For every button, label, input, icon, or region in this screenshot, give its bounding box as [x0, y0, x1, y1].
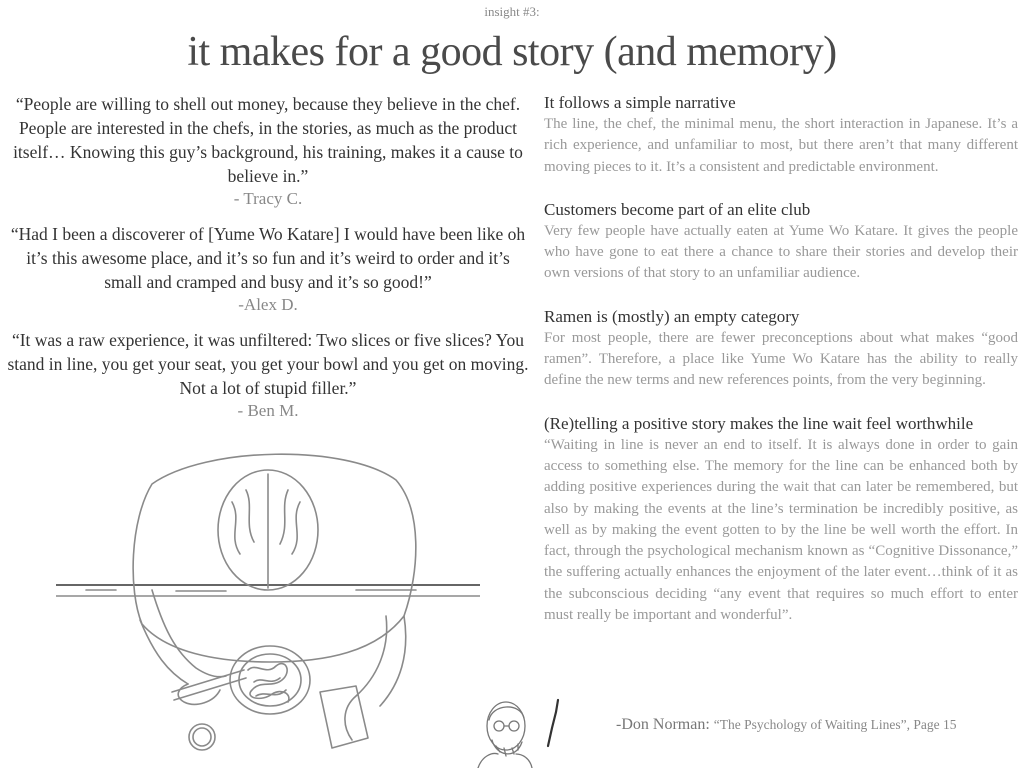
don-norman-portrait	[474, 690, 574, 768]
insight-heading: Ramen is (mostly) an empty category	[544, 306, 800, 326]
quote-text: “Had I been a discoverer of [Yume Wo Katare] I would have been like oh it’s this awesome place, and it’s so fun and it’s weird to order and it’s small and cramped and busy and it’s so good!”	[10, 224, 526, 292]
citation-author: -Don Norman:	[616, 716, 710, 733]
insight-section	[544, 92, 1018, 178]
insight-heading: (Re)telling a positive story makes the line wait feel worthwhile	[544, 413, 974, 433]
insight-body: “Waiting in line is never an end to itself. It is always done in order to gain access to something else. The memory for the line can be enhanced both by adding positive experiences during the wait that can later be remembered, but also by making the events at the line’s termination be incredibly positive, as well as by making the event gotten to by the line be well worth the effort. In fact, through the psychological mechanism known as “Cognitive Dissonance,” the suffering actually enhances the enjoyment of the later event…think of it as the subconscious deciding “any event that requires so much effort to enter must really be important and wonderful”.	[544, 436, 1018, 624]
slide-title: it makes for a good story (and memory)	[187, 29, 837, 75]
insight-heading: It follows a simple narrative	[544, 93, 736, 112]
quote-text: “It was a raw experience, it was unfiltered: Two slices or five slices? You stand in line, you get your seat, you get your bowl and you get on moving. Not a lot of stupid filler.”	[7, 330, 529, 398]
insight-section	[544, 306, 1018, 392]
slide-kicker: insight #3:	[484, 4, 540, 19]
quote-block	[6, 92, 530, 210]
quote-author: - Ben M.	[237, 401, 299, 420]
quote-block	[6, 328, 530, 422]
insight-body: For most people, there are fewer preconceptions about what makes “good ramen”. Therefore, a place like Yume Wo Katare has the ability to really define the new terms and new references points, from the very beginning.	[544, 329, 1018, 389]
citation	[616, 716, 957, 734]
citation-source: “The Psychology of Waiting Lines”, Page 15	[713, 717, 957, 732]
insight-body: Very few people have actually eaten at Yume Wo Katare. It gives the people who have gone to eat there a chance to share their stories and develop their own versions of that story to an unfamiliar audience.	[544, 222, 1018, 282]
quote-block	[6, 222, 530, 316]
quotes-column	[6, 92, 530, 434]
insight-section	[544, 199, 1018, 285]
insight-body: The line, the chef, the minimal menu, the short interaction in Japanese. It’s a rich experience, and unfamiliar to most, but there aren’t that many different moving pieces to it. It’s a consistent and predictable environment.	[544, 116, 1018, 175]
insights-column	[544, 92, 1018, 647]
insight-heading: Customers become part of an elite club	[544, 199, 811, 219]
quote-author: -Alex D.	[238, 295, 298, 314]
quote-text: “People are willing to shell out money, because they believe in the chef. People are interested in the chefs, in the stories, as much as the product itself… Knowing this guy’s background, his training, makes it a cause to believe in.”	[13, 94, 523, 186]
insight-section	[544, 413, 1018, 627]
quote-author: - Tracy C.	[233, 189, 303, 208]
ramen-eater-illustration	[56, 440, 480, 768]
